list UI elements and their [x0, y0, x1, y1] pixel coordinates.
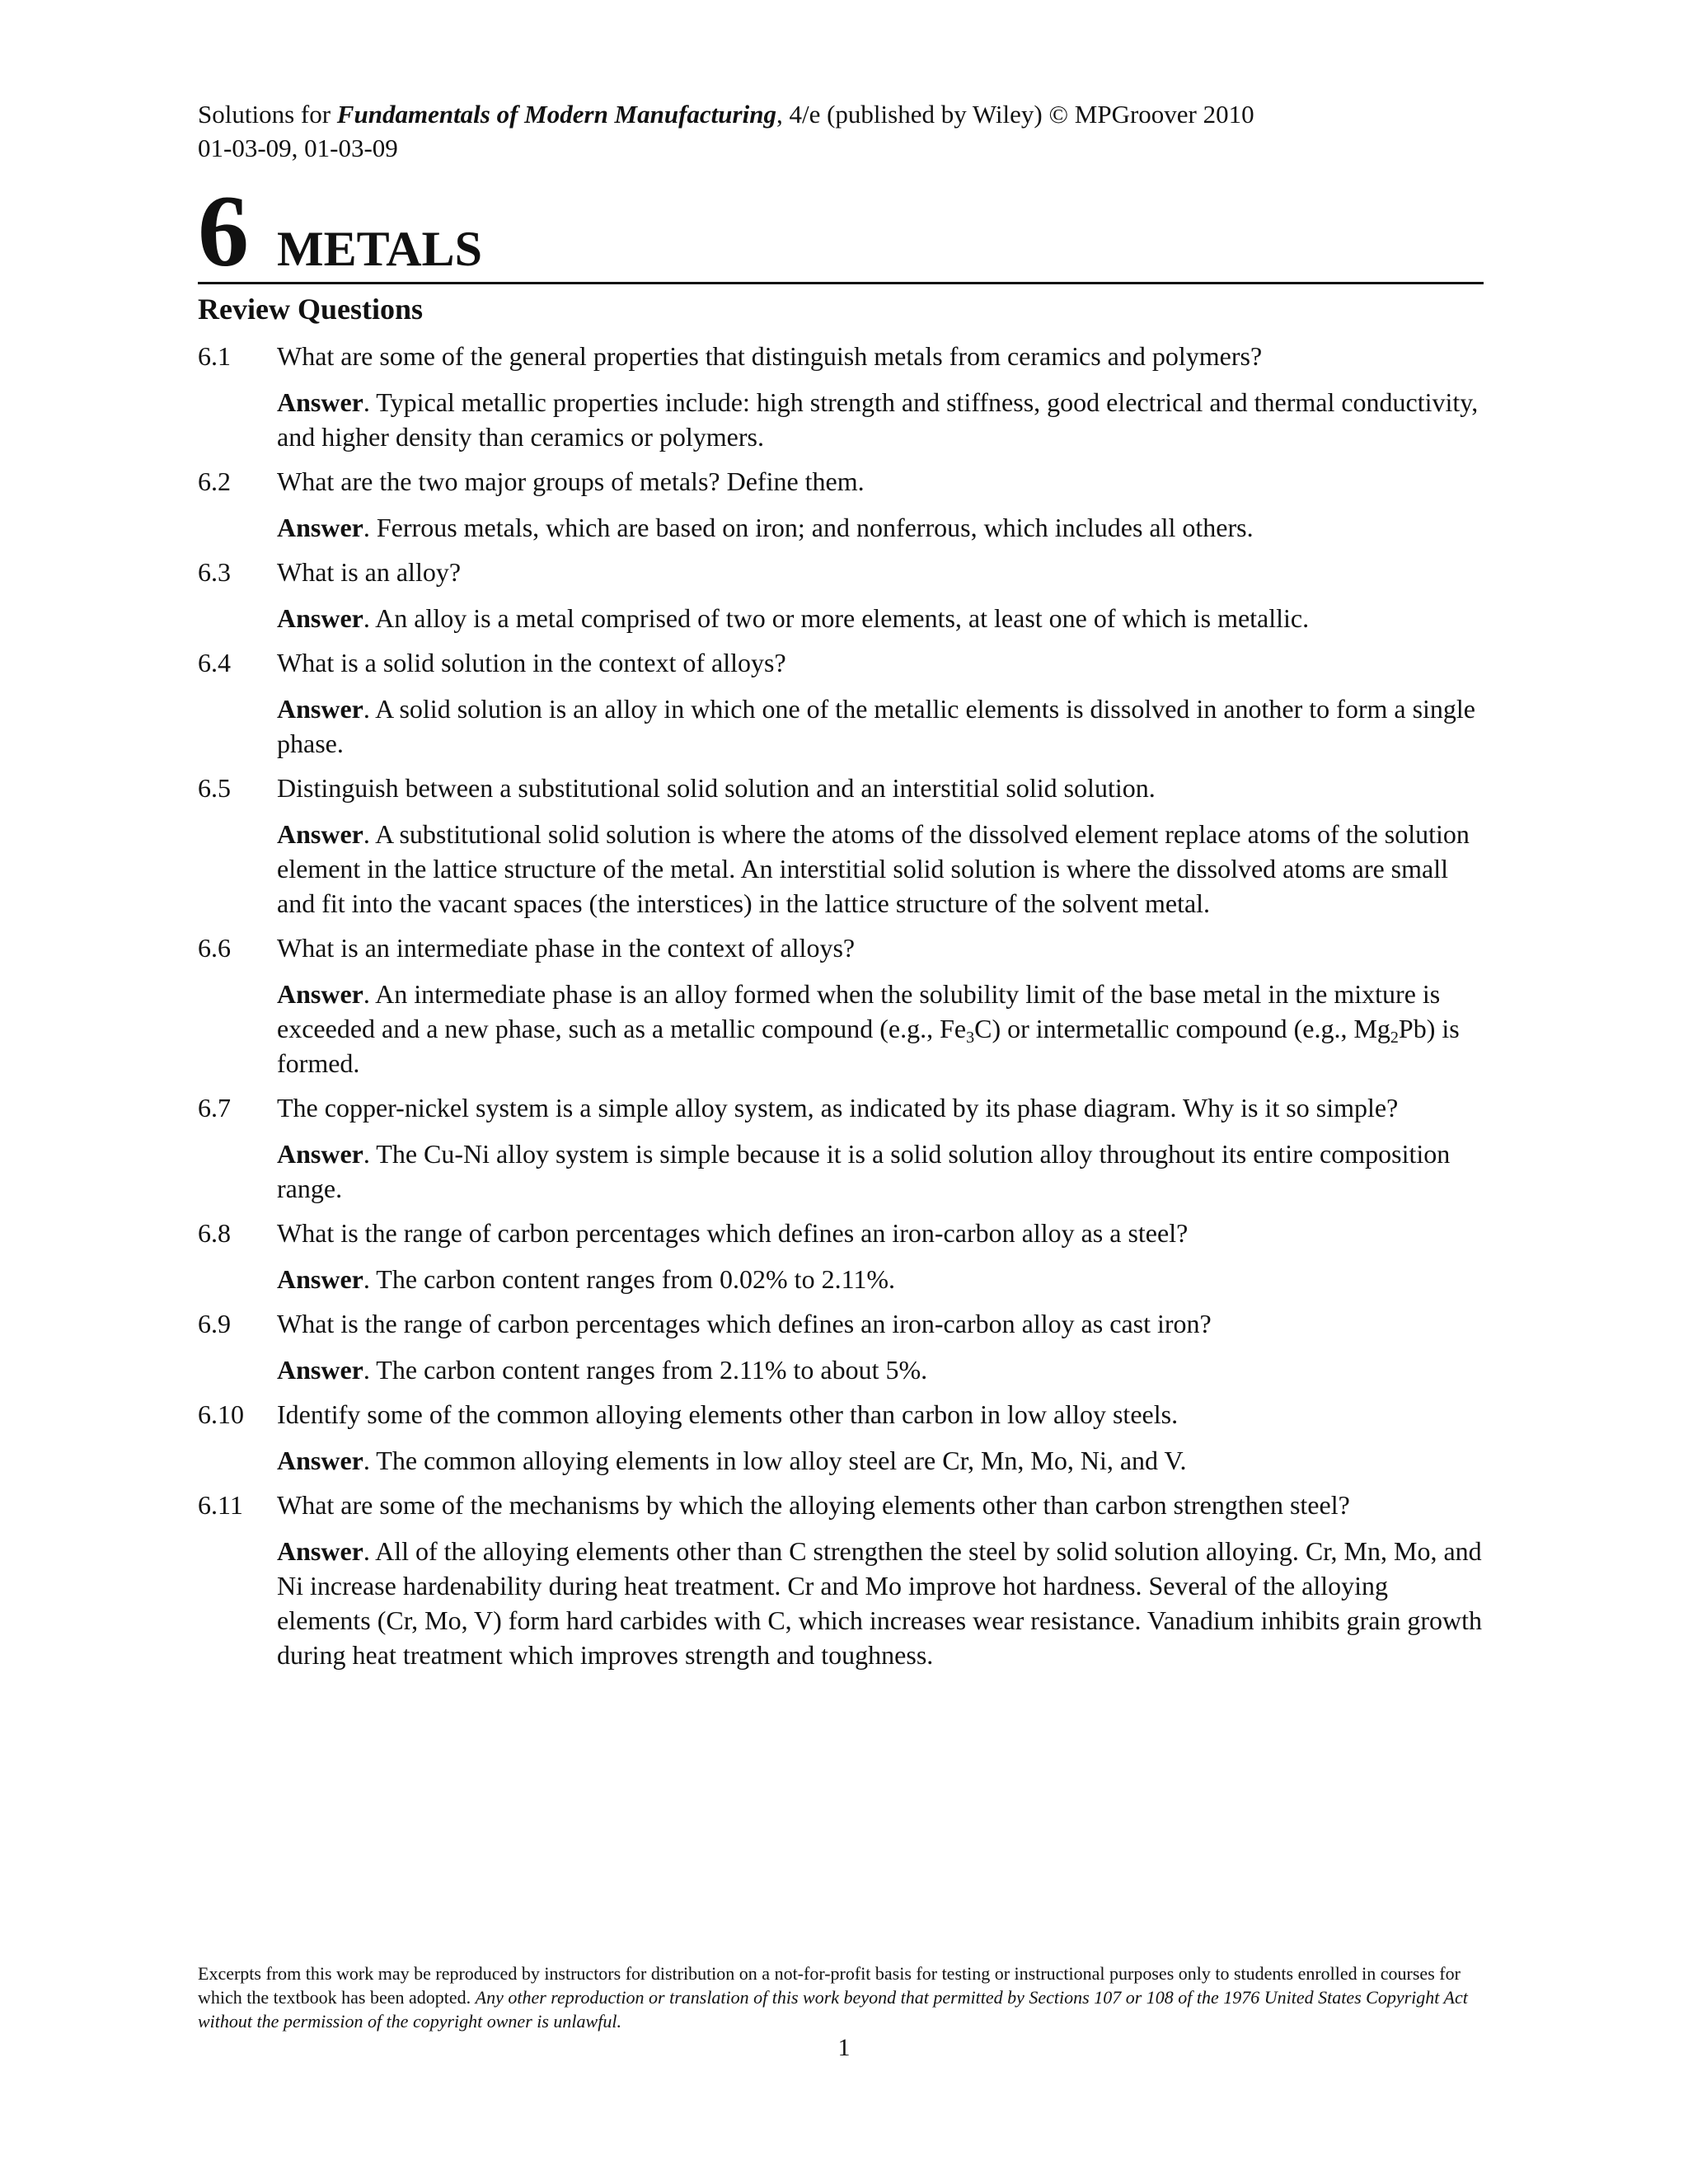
question-text: What is a solid solution in the context of alloys?: [277, 648, 786, 677]
answer-label: Answer: [277, 1446, 363, 1475]
question-number: 6.8: [198, 1218, 231, 1248]
question-list: [198, 339, 1484, 1672]
header-dates: 01-03-09, 01-03-09: [198, 134, 398, 162]
question-item: [198, 930, 1484, 1080]
answer-text: Answer. All of the alloying elements other than C strengthen the steel by solid solution alloying. Cr, Mn, Mo, and Ni increase hardenability during heat treatment. Cr and Mo improve hot hardness. Several of the alloying elements (Cr, Mo, V) form hard carbides with C, which increases wear resistance. Vanadium inhibits grain growth during heat treatment which improves strength and toughness.: [277, 1536, 1483, 1670]
header-prefix: Solutions for: [198, 100, 337, 129]
footer-italic-text: Any other reproduction or translation of this work beyond that permitted by Sections 107 or 108 of the 1976 United States Copyright Act without the permission of the copyright owner is unlawful.: [198, 1987, 1468, 2032]
question-number: 6.4: [198, 648, 231, 677]
answer-text: Answer. An intermediate phase is an alloy formed when the solubility limit of the base metal in the mixture is exceeded and a new phase, such as a metallic compound (e.g., $Fe_3C$) or intermetallic compound (e.g., $Mg_2Pb$) is formed.: [277, 979, 1460, 1078]
question-item: [198, 645, 1484, 761]
question-text: What are the two major groups of metals? Define them.: [277, 466, 865, 496]
question-text: Identify some of the common alloying elements other than carbon in low alloy steels.: [277, 1399, 1179, 1429]
question-item: [198, 464, 1484, 545]
section-title: Review Questions: [198, 293, 423, 326]
question-text: What are some of the mechanisms by which the alloying elements other than carbon strengthen steel?: [277, 1490, 1350, 1520]
question-number: 6.2: [198, 466, 231, 496]
answer-label: Answer: [277, 1264, 363, 1294]
answer-text: Answer. The common alloying elements in low alloy steel are Cr, Mn, Mo, Ni, and V.: [277, 1446, 1187, 1475]
answer-text: Answer. A substitutional solid solution is where the atoms of the dissolved element replace atoms of the solution element in the lattice structure of the metal. An interstitial solid solution is where the dissolved atoms are small and fit into the vacant spaces (the interstices) in the lattice structure of the solvent metal.: [277, 819, 1470, 918]
document-page: [198, 97, 1484, 1682]
answer-text: Answer. The carbon content ranges from 0.02% to 2.11%.: [277, 1264, 896, 1294]
answer-label: Answer: [277, 1139, 363, 1169]
question-text: What is an intermediate phase in the context of alloys?: [277, 933, 856, 963]
answer-text: Answer. An alloy is a metal comprised of two or more elements, at least one of which is metallic.: [277, 603, 1310, 633]
question-text: Distinguish between a substitutional solid solution and an interstitial solid solution.: [277, 773, 1156, 803]
question-text: What is the range of carbon percentages which defines an iron-carbon alloy as a steel?: [277, 1218, 1189, 1248]
answer-text: Answer. The carbon content ranges from 2.11% to about 5%.: [277, 1355, 928, 1385]
question-number: 6.11: [198, 1490, 243, 1520]
answer-label: Answer: [277, 694, 363, 724]
answer-label: Answer: [277, 979, 363, 1009]
question-item: [198, 771, 1484, 921]
copyright-footer: [198, 1961, 1484, 2033]
answer-label: Answer: [277, 387, 363, 417]
answer-text: Answer. The Cu-Ni alloy system is simple because it is a solid solution alloy throughout its entire composition range.: [277, 1139, 1451, 1203]
question-text: What is an alloy?: [277, 557, 462, 587]
page-number: 1: [837, 2034, 851, 2061]
question-number: 6.7: [198, 1093, 231, 1122]
answer-label: Answer: [277, 513, 363, 542]
chapter-number: 6: [198, 175, 249, 288]
answer-label: Answer: [277, 1355, 363, 1385]
header-suffix: , 4/e (published by Wiley) © MPGroover 2010: [776, 100, 1254, 129]
question-text: The copper-nickel system is a simple alloy system, as indicated by its phase diagram. Why is it so simple?: [277, 1093, 1399, 1122]
question-item: [198, 339, 1484, 454]
question-text: What are some of the general properties that distinguish metals from ceramics and polymers?: [277, 341, 1263, 371]
answer-label: Answer: [277, 1536, 363, 1566]
question-number: 6.6: [198, 933, 231, 963]
question-item: [198, 1090, 1484, 1206]
question-item: [198, 1216, 1484, 1296]
answer-label: Answer: [277, 819, 363, 849]
answer-text: Answer. Ferrous metals, which are based on iron; and nonferrous, which includes all others.: [277, 513, 1254, 542]
answer-label: Answer: [277, 603, 363, 633]
chapter-title: METALS: [277, 222, 482, 276]
question-item: [198, 1397, 1484, 1478]
answer-text: Answer. A solid solution is an alloy in which one of the metallic elements is dissolved in another to form a single phase.: [277, 694, 1475, 758]
chapter-heading: [198, 175, 1484, 288]
book-title: Fundamentals of Modern Manufacturing: [336, 100, 776, 129]
question-number: 6.1: [198, 341, 231, 371]
question-number: 6.10: [198, 1399, 244, 1429]
running-header: [198, 97, 1484, 131]
question-number: 6.5: [198, 773, 231, 803]
question-text: What is the range of carbon percentages which defines an iron-carbon alloy as cast iron?: [277, 1309, 1212, 1338]
question-number: 6.3: [198, 557, 231, 587]
question-item: [198, 555, 1484, 635]
question-number: 6.9: [198, 1309, 231, 1338]
question-item: [198, 1488, 1484, 1672]
question-item: [198, 1306, 1484, 1387]
footer-plain-text: Excerpts from this work may be reproduced by instructors for distribution on a not-for-profit basis for testing or instructional purposes only to students enrolled in courses for which the textbook has been adopted.: [198, 1963, 1461, 2008]
answer-text: Answer. Typical metallic properties include: high strength and stiffness, good electrical and thermal conductivity, and higher density than ceramics or polymers.: [277, 387, 1479, 452]
